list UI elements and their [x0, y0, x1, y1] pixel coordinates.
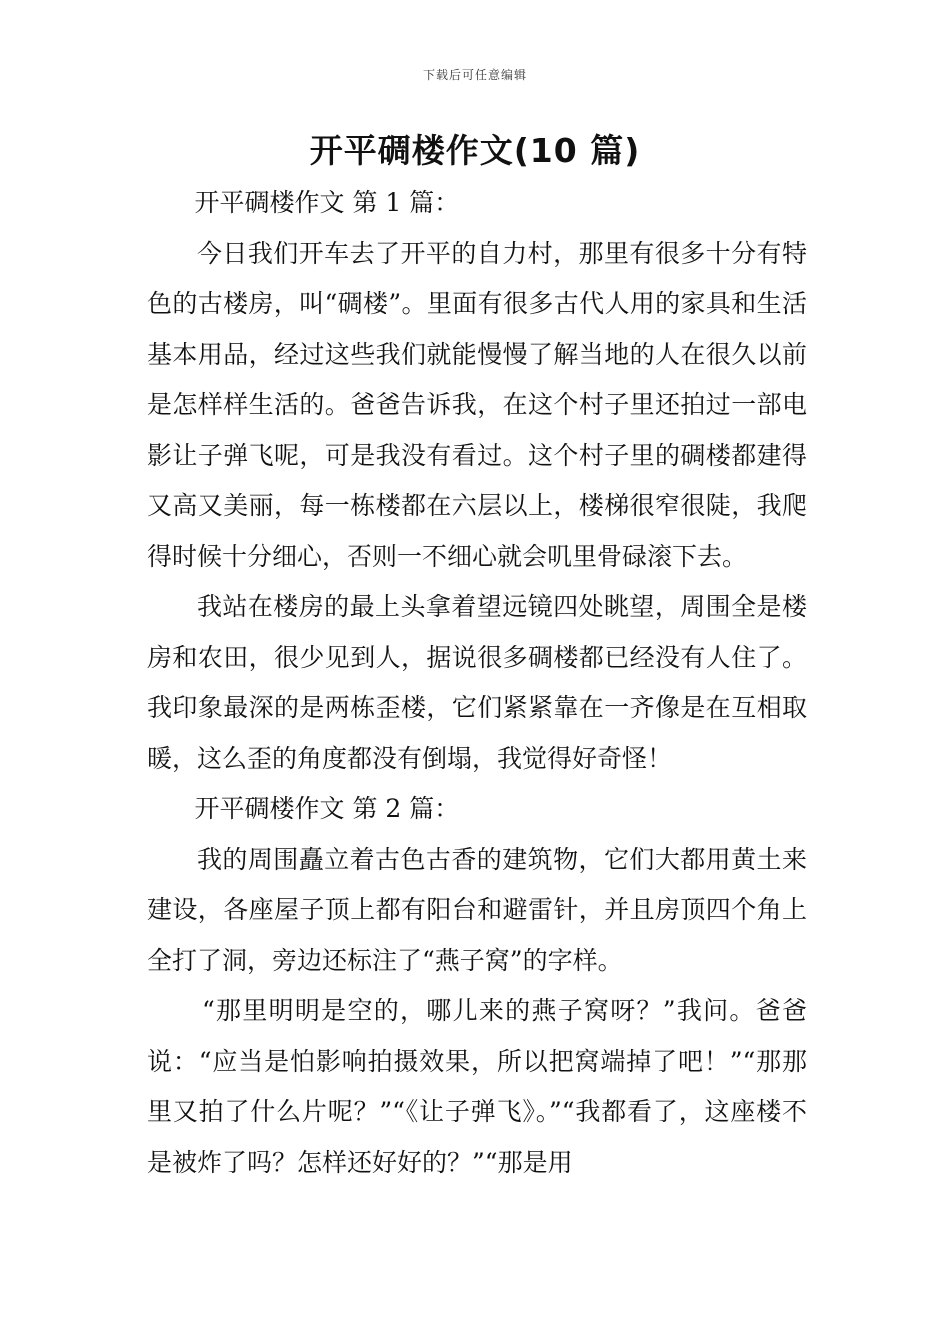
paragraph: 我的周围矗立着古色古香的建筑物，它们大都用黄土来建设，各座屋子顶上都有阳台和避雷针，并且房顶四个角上全打了洞，旁边还标注了“燕子窝”的字样。	[147, 844, 807, 975]
paragraph: “那里明明是空的，哪儿来的燕子窝呀？”我问。爸爸说：“应当是怕影响拍摄效果，所以把窝端掉了吧！”“那那里又拍了什么片呢？”“《让子弹飞》。”“我都看了，这座楼不是被炸了吗？怎样还好好的？”“那是用	[147, 996, 807, 1177]
header-note: 下载后可任意编辑	[422, 68, 527, 82]
document-body	[147, 178, 807, 1188]
section-heading-2: 开平碉楼作文 第 2 篇：	[194, 794, 460, 823]
paragraph: 今日我们开车去了开平的自力村，那里有很多十分有特色的古楼房，叫“碉楼”。里面有很多古代人用的家具和生活基本用品，经过这些我们就能慢慢了解当地的人在很久以前是怎样样生活的。爸爸告诉我，在这个村子里还拍过一部电影让子弹飞呢，可是我没有看过。这个村子里的碉楼都建得又高又美丽，每一栋楼都在六层以上，楼梯很窄很陡，我爬得时候十分细心，否则一不细心就会叽里骨碌滚下去。	[147, 238, 807, 571]
paragraph: 我站在楼房的最上头拿着望远镜四处眺望，周围全是楼房和农田，很少见到人，据说很多碉楼都已经没有人住了。我印象最深的是两栋歪楼，它们紧紧靠在一齐像是在互相取暖，这么歪的角度都没有倒塌，我觉得好奇怪！	[147, 592, 807, 773]
section-heading-1: 开平碉楼作文 第 1 篇：	[194, 188, 460, 217]
document-title: 开平碉楼作文(10 篇)	[309, 131, 641, 170]
